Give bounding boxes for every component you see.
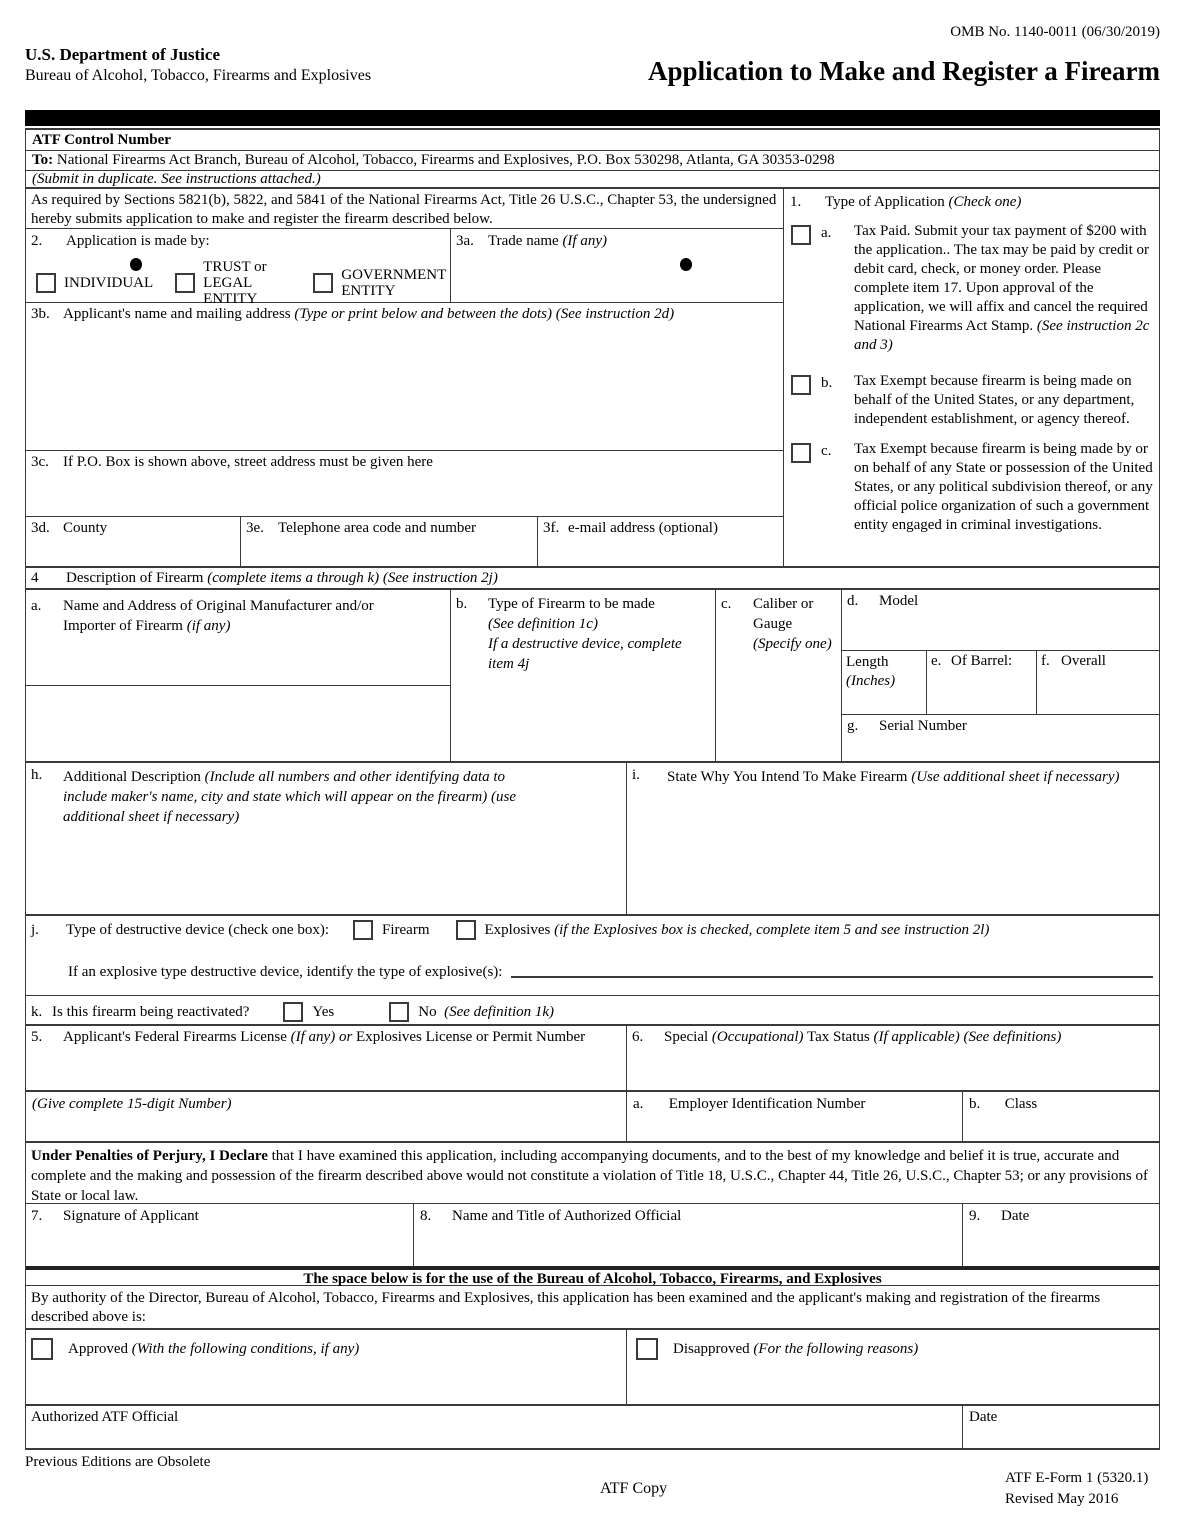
barrel-label: Of Barrel: xyxy=(951,653,1013,669)
date-label: Date xyxy=(1001,1208,1030,1224)
form-title: Application to Make and Register a Firearm xyxy=(648,56,1160,86)
field-additional-description[interactable]: h. Additional Description (Include all numbers and other identifying data to include maker's name, city and state which will appear on the firearm) (use additional sheet if necessary) xyxy=(26,763,627,914)
overall-label: Overall xyxy=(1061,653,1106,669)
field-overall-length[interactable]: f. Overall xyxy=(1041,653,1106,669)
explosive-type-line[interactable] xyxy=(511,964,1153,978)
checkbox-tax-exempt-state[interactable] xyxy=(791,443,811,463)
no-label: No (See definition 1k) xyxy=(418,1003,555,1020)
copy-designation: ATF Copy xyxy=(600,1480,668,1497)
type-of-firearm-label: Type of Firearm to be made (See definition 1c) If a destructive device, complete item 4j xyxy=(488,596,682,672)
option-tax-paid: a. Tax Paid. Submit your tax payment of $200 with the application.. The tax may be paid by credit or debit card, check, or money order. Please complete item 17. Upon approval of the application, we will affix and cancel the required National Firearms Act Stamp. (See instruction 2c and 3) xyxy=(791,222,1155,355)
main-upper-section xyxy=(26,189,1159,568)
field-type-of-firearm[interactable]: b. Type of Firearm to be made (See definition 1c) If a destructive device, complete item 4j xyxy=(451,590,716,761)
authorized-official-label: Authorized ATF Official xyxy=(31,1409,179,1425)
address-dot-left xyxy=(130,258,142,271)
tax-status-body xyxy=(627,1092,1159,1141)
checkbox-trust-or-legal-entity[interactable] xyxy=(175,273,195,293)
field-class[interactable]: b. Class xyxy=(969,1096,1038,1112)
omb-number: OMB No. 1140-0011 (06/30/2019) xyxy=(950,24,1160,40)
to-address: National Firearms Act Branch, Bureau of Alcohol, Tobacco, Firearms and Explosives, P.O. Box 530298, Atlanta, GA 30353-0298 xyxy=(53,152,835,168)
department-name: U.S. Department of Justice xyxy=(25,45,220,64)
field-date[interactable]: 9. Date xyxy=(969,1208,1030,1224)
checkbox-firearm[interactable] xyxy=(353,920,373,940)
explosive-type-label: If an explosive type destructive device, identify the type of explosive(s): xyxy=(68,964,503,980)
government-entity-label: GOVERNMENT ENTITY xyxy=(341,267,446,299)
row-h-i xyxy=(26,763,1159,916)
field-disapproved[interactable] xyxy=(627,1330,1159,1404)
authority-statement: By authority of the Director, Bureau of Alcohol, Tobacco, Firearms and Explosives, this application has been examined and the applicant's making and registration of the firearms described above is: xyxy=(26,1286,1159,1330)
divider-bar xyxy=(25,110,1160,126)
trust-entity-label: TRUST or LEGAL ENTITY xyxy=(203,259,267,307)
field-email[interactable]: 3f. e-mail address (optional) xyxy=(543,520,718,536)
checkbox-explosives[interactable] xyxy=(456,920,476,940)
address-dot-right xyxy=(680,258,692,271)
field-ein[interactable]: a. Employer Identification Number xyxy=(627,1092,963,1141)
intro-statement: As required by Sections 5821(b), 5822, and 5841 of the National Firearms Act, Title 26 U.S.C., Chapter 53, the undersigned hereby submits application to make and register the firearm described below. xyxy=(26,189,783,229)
field-authorized-official-name[interactable]: 8. Name and Title of Authorized Official xyxy=(414,1204,963,1266)
ffl-header: 5. Applicant's Federal Firearms License (If any) or Explosives License or Permit Number xyxy=(26,1026,626,1092)
checkbox-disapproved[interactable] xyxy=(636,1338,658,1360)
field-intent-to-make[interactable]: i. State Why You Intend To Make Firearm (Use additional sheet if necessary) xyxy=(632,767,1120,785)
checkbox-tax-exempt-us[interactable] xyxy=(791,375,811,395)
model-label: Model xyxy=(879,593,919,609)
item-4-table xyxy=(26,590,1159,763)
row-5-6 xyxy=(26,1026,1159,1143)
atf-control-number-field[interactable] xyxy=(26,130,1159,151)
row-3def xyxy=(26,517,783,566)
explosives-option-label: Explosives (if the Explosives box is checked, complete item 5 and see instruction 2l) xyxy=(484,921,990,938)
checkbox-tax-paid[interactable] xyxy=(791,225,811,245)
email-label: e-mail address (optional) xyxy=(568,520,718,536)
form-header xyxy=(25,44,1160,86)
field-caliber-gauge[interactable]: c. Caliber or Gauge (Specify one) xyxy=(716,590,842,761)
item-6-tax-status xyxy=(627,1026,1159,1141)
option-tax-exempt-state: c. Tax Exempt because firearm is being made by or on behalf of any State or possession of the United States, or any political subdivision thereof, or any official police organization of such a government entity engaged in criminal investigations. xyxy=(791,440,1155,535)
item-1-type-of-application xyxy=(784,189,1159,566)
approval-date-label: Date xyxy=(969,1409,998,1425)
tax-exempt-us-text: Tax Exempt because firearm is being made on behalf of the United States, or any department, independent establishment, or agency thereof. xyxy=(854,373,1135,427)
manufacturer-input-area[interactable] xyxy=(26,686,450,761)
atf-control-number-label: ATF Control Number xyxy=(32,132,171,148)
reactivated-label: Is this firearm being reactivated? xyxy=(52,1003,250,1020)
signature-label: Signature of Applicant xyxy=(63,1208,199,1224)
field-approval-date[interactable] xyxy=(963,1406,1159,1448)
county-label: County xyxy=(63,520,108,536)
checkbox-approved[interactable] xyxy=(31,1338,53,1360)
submit-instruction-row: (Submit in duplicate. See instructions attached.) xyxy=(26,171,1159,189)
type-of-application-header: 1. Type of Application (Check one) xyxy=(790,194,1022,210)
col-4d-group xyxy=(842,590,1159,761)
application-made-by-label: Application is made by: xyxy=(66,233,210,249)
field-application-made-by: 2. Application is made by: INDIVIDUAL TRUST or LEGAL ENTITY GOVERNMENT ENTITY xyxy=(26,229,451,302)
field-applicant-name-address[interactable]: 3b. Applicant's name and mailing address (Type or print below and between the dots) (See instruction 2d) xyxy=(26,303,783,451)
authorized-official-row xyxy=(26,1406,1159,1450)
tax-exempt-state-text: Tax Exempt because firearm is being made by or on behalf of any State or possession of the United States, or any political subdivision thereof, or any official police organization of such a government entity engaged in criminal investigations. xyxy=(854,441,1153,533)
page-footer xyxy=(25,1450,1160,1520)
previous-editions-note: Previous Editions are Obsolete xyxy=(25,1454,211,1470)
street-address-label: If P.O. Box is shown above, street address must be given here xyxy=(63,454,433,470)
field-model[interactable]: d. Model xyxy=(842,590,1159,651)
additional-description-label: Additional Description (Include all numbers and other identifying data to include maker's name, city and state which will appear on the firearm) (use additional sheet if necessary) xyxy=(63,769,516,825)
tax-status-header: 6. Special (Occupational) Tax Status (If applicable) (See definitions) xyxy=(627,1026,1159,1092)
field-length[interactable]: Length (Inches) xyxy=(842,651,927,714)
to-label: To: xyxy=(32,152,54,168)
field-approved[interactable] xyxy=(26,1330,627,1404)
firearm-option-label: Firearm xyxy=(382,921,430,938)
ein-label: Employer Identification Number xyxy=(668,1096,866,1112)
field-ffl-number[interactable]: (Give complete 15-digit Number) xyxy=(32,1096,232,1112)
field-trade-name[interactable]: 3a. Trade name (If any) xyxy=(456,233,607,249)
serial-number-label: Serial Number xyxy=(879,718,967,734)
approved-label: Approved (With the following conditions, if any) xyxy=(68,1341,360,1357)
individual-label: INDIVIDUAL xyxy=(64,275,154,291)
option-tax-exempt-us: b. Tax Exempt because firearm is being made on behalf of the United States, or any department, independent establishment, or agency thereof. xyxy=(791,372,1155,429)
applicant-address-label: Applicant's name and mailing address (Type or print below and between the dots) (See instruction 2d) xyxy=(63,306,675,322)
form-body xyxy=(25,128,1160,1450)
checkbox-reactivated-no[interactable] xyxy=(389,1002,409,1022)
row-k-reactivated: k. Is this firearm being reactivated? Yes No (See definition 1k) xyxy=(26,996,1159,1026)
field-barrel-length[interactable]: e. Of Barrel: xyxy=(927,651,1037,714)
field-authorized-atf-official[interactable] xyxy=(26,1406,963,1448)
trade-name-label: Trade name (If any) xyxy=(488,233,607,249)
intent-label: State Why You Intend To Make Firearm (Use additional sheet if necessary) xyxy=(667,769,1120,785)
row-j-destructive-device: j. Type of destructive device (check one box): Firearm Explosives (if the Explosives box is checked, complete item 5 and see instruction 2l) If an explosive type destructive device, identify the type of explosive(s): xyxy=(26,916,1159,996)
field-serial-number[interactable]: g. Serial Number xyxy=(847,718,967,734)
tax-paid-text: Tax Paid. Submit your tax payment of $200 with the application.. The tax may be paid by credit or debit card, check, or money order. Please complete item 17. Upon approval of the application, we will affix and cancel the required National Firearms Act Stamp. (See instruction 2c and 3) xyxy=(854,223,1150,353)
field-telephone[interactable]: 3e. Telephone area code and number xyxy=(241,517,538,566)
perjury-declaration: Under Penalties of Perjury, I Declare that I have examined this application, including accompanying documents, and to the best of my knowledge and belief it is true, accurate and complete and the making and possession of the firearm described above would not constitute a violation of Title 18, U.S.C., Chapter 44, Title 26, U.S.C., Chapter 53; or any provisions of State or local law. xyxy=(26,1143,1159,1204)
agency-block xyxy=(25,44,371,86)
telephone-label: Telephone area code and number xyxy=(278,520,477,536)
destructive-device-label: Type of destructive device (check one box): xyxy=(66,921,330,938)
field-manufacturer xyxy=(26,590,451,761)
class-label: Class xyxy=(1004,1096,1038,1112)
approval-row xyxy=(26,1330,1159,1406)
atf-use-banner: The space below is for the use of the Bureau of Alcohol, Tobacco, Firearms, and Explosives xyxy=(26,1266,1159,1286)
mail-to-row xyxy=(26,151,1159,171)
manufacturer-label: a. Name and Address of Original Manufacturer and/or Importer of Firearm (if any) xyxy=(26,590,450,686)
disapproved-label: Disapproved (For the following reasons) xyxy=(673,1341,919,1357)
length-row xyxy=(842,651,1159,715)
official-name-label: Name and Title of Authorized Official xyxy=(452,1208,682,1224)
item-5-ffl xyxy=(26,1026,627,1141)
form-number-block: ATF E-Form 1 (5320.1) Revised May 2016 xyxy=(1005,1470,1149,1507)
left-column xyxy=(26,189,784,566)
checkbox-government-entity[interactable] xyxy=(313,273,333,293)
field-county[interactable]: 3d. County xyxy=(26,517,241,566)
yes-label: Yes xyxy=(312,1003,335,1020)
checkbox-reactivated-yes[interactable] xyxy=(283,1002,303,1022)
row-7-8-9 xyxy=(26,1204,1159,1266)
field-signature[interactable]: 7. Signature of Applicant xyxy=(26,1204,414,1266)
field-street-address[interactable]: 3c. If P.O. Box is shown above, street address must be given here xyxy=(26,451,783,517)
item-4-header: 4 Description of Firearm (complete items a through k) (See instruction 2j) xyxy=(26,568,1159,590)
caliber-gauge-label: Caliber or Gauge (Specify one) xyxy=(753,596,832,652)
checkbox-individual[interactable] xyxy=(36,273,56,293)
bureau-name: Bureau of Alcohol, Tobacco, Firearms and Explosives xyxy=(25,67,372,84)
